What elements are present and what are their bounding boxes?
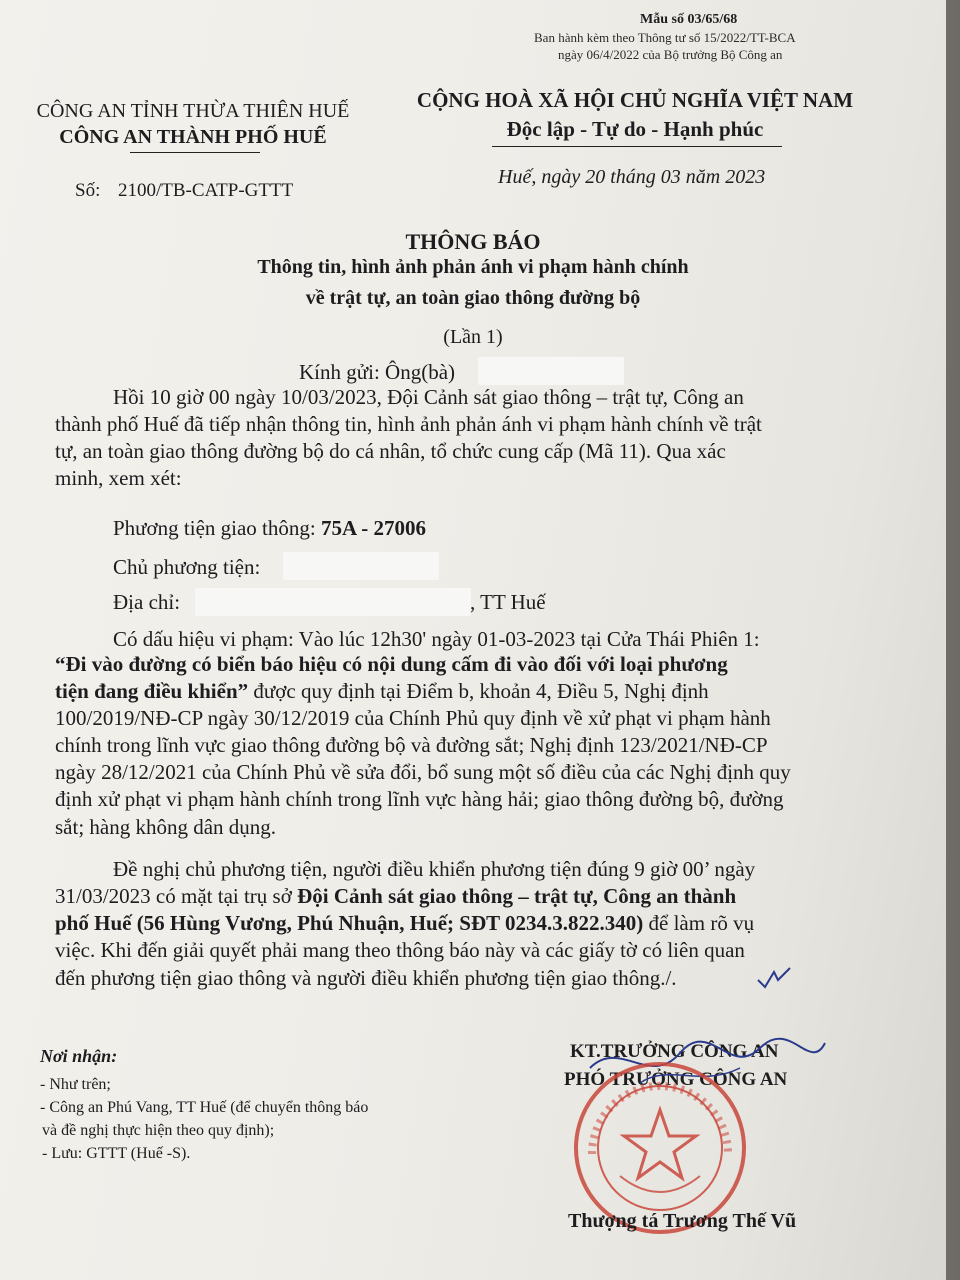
para1-line: tự, an toàn giao thông đường bộ do cá nhân, tổ chức cung cấp (Mã 11). Qua xác (55, 439, 726, 463)
para1-line: thành phố Huế đã tiếp nhận thông tin, hình ảnh phản ánh vi phạm hành chính về trật (55, 412, 762, 436)
request-line3-b: phố Huế (56 Hùng Vương, Phú Nhuận, Huế; SĐT 0234.3.822.340) (55, 911, 644, 935)
para1-line: Hồi 10 giờ 00 ngày 10/03/2023, Đội Cảnh sát giao thông – trật tự, Công an (113, 385, 744, 409)
org-parent: CÔNG AN TỈNH THỪA THIÊN HUẾ (36, 100, 350, 122)
doc-subtitle-1: Thông tin, hình ảnh phản ánh vi phạm hành chính (257, 256, 689, 278)
form-issued-line1: Ban hành kèm theo Thông tư số 15/2022/TT-BCA (534, 30, 796, 45)
doc-number-label: Số: (75, 180, 101, 201)
doc-subtitle-2: về trật tự, an toàn giao thông đường bộ (305, 287, 641, 309)
recipients-heading: Nơi nhận: (40, 1046, 118, 1066)
request-line2-a: 31/03/2023 có mặt tại trụ sở (55, 884, 298, 908)
violation-line: 100/2019/NĐ-CP ngày 30/12/2019 của Chính Phủ quy định về xử phạt vi phạm hành (55, 706, 771, 730)
redacted-recipient-name (478, 357, 624, 385)
doc-number: 2100/TB-CATP-GTTT (118, 180, 294, 201)
owner-label: Chủ phương tiện: (113, 555, 261, 579)
request-line3-rest: để làm rõ vụ (643, 911, 755, 935)
signature-title-2: PHÓ TRƯỞNG CÔNG AN (564, 1069, 788, 1090)
recipient-label: Kính gửi: Ông(bà) (299, 360, 456, 384)
address-suffix: , TT Huế (470, 590, 546, 614)
request-line2-b: Đội Cảnh sát giao thông – trật tự, Công an thành (297, 884, 737, 908)
violation-line2 (55, 679, 871, 704)
violation-line2-rest: được quy định tại Điểm b, khoản 4, Điều 5, Nghị định (248, 679, 709, 703)
vehicle-row (113, 516, 426, 541)
request-line5: đến phương tiện giao thông và người điều khiển phương tiện giao thông./. (55, 966, 677, 990)
handwritten-check-icon (756, 966, 792, 990)
national-motto: Độc lập - Tự do - Hạnh phúc (506, 117, 764, 141)
recipients-item: - Lưu: GTTT (Huế -S). (42, 1145, 191, 1162)
request-line1: Đề nghị chủ phương tiện, người điều khiển phương tiện đúng 9 giờ 00’ ngày (113, 857, 756, 881)
form-number: Mẫu số 03/65/68 (640, 12, 738, 27)
redacted-address (195, 588, 471, 616)
request-line3 (55, 911, 871, 936)
form-issued-line2: ngày 06/4/2022 của Bộ trưởng Bộ Công an (558, 47, 783, 62)
vehicle-plate: 75A - 27006 (320, 516, 426, 540)
org-unit: CÔNG AN THÀNH PHỐ HUẾ (59, 126, 327, 148)
recipients-item: và đề nghị thực hiện theo quy định); (42, 1122, 275, 1139)
recipients-item: - Như trên; (40, 1076, 111, 1093)
doc-title: THÔNG BÁO (405, 229, 541, 254)
motto-underline (492, 146, 782, 147)
signature-title-1: KT.TRƯỞNG CÔNG AN (570, 1041, 779, 1062)
violation-intro: Có dấu hiệu vi phạm: Vào lúc 12h30' ngày 01-03-2023 tại Cửa Thái Phiên 1: (113, 627, 760, 651)
violation-line: sắt; hàng không dân dụng. (55, 815, 277, 839)
violation-line: chính trong lĩnh vực giao thông đường bộ và đường sắt; Nghị định 123/2021/NĐ-CP (55, 733, 768, 757)
request-line2 (55, 884, 871, 909)
recipients-item: - Công an Phú Vang, TT Huế (để chuyển thông báo (40, 1099, 369, 1116)
signer-name: Thượng tá Trương Thế Vũ (568, 1210, 797, 1232)
violation-line: định xử phạt vi phạm hành chính trong lĩnh vực hàng hải; giao thông đường bộ, đường (55, 787, 784, 811)
nation-title: CỘNG HOÀ XÃ HỘI CHỦ NGHĨA VIỆT NAM (416, 88, 854, 112)
address-label: Địa chỉ: (113, 590, 181, 614)
place-date: Huế, ngày 20 tháng 03 năm 2023 (498, 166, 766, 188)
vehicle-label: Phương tiện giao thông: (113, 516, 316, 540)
violation-bold-line1: “Đi vào đường có biển báo hiệu có nội dung cấm đi vào đối với loại phương (55, 652, 728, 676)
org-underline (130, 152, 260, 153)
attempt-number: (Lần 1) (443, 326, 503, 348)
violation-line: ngày 28/12/2021 của Chính Phủ về sửa đổi, bổ sung một số điều của các Nghị định quy (55, 760, 791, 784)
violation-bold-line2: tiện đang điều khiển” (55, 679, 249, 703)
redacted-owner-name (283, 552, 439, 580)
para1-line: minh, xem xét: (55, 466, 182, 490)
request-line4: việc. Khi đến giải quyết phải mang theo thông báo này và các giấy tờ có liên quan (55, 938, 745, 962)
